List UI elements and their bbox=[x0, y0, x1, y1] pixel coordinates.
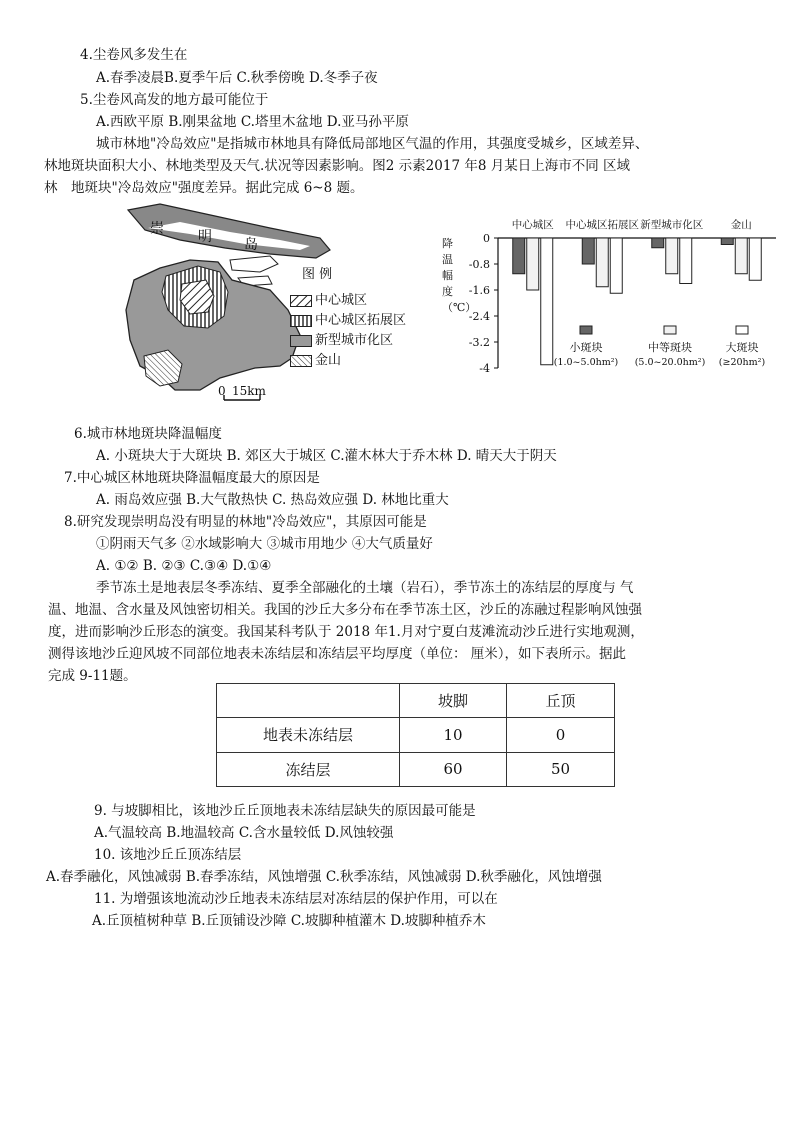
table-cell: 0 bbox=[507, 718, 615, 752]
chart-svg bbox=[440, 208, 780, 376]
table-cell: 50 bbox=[507, 752, 615, 786]
passage2-line3: 度，进而影响沙丘形态的演变。我国某科考队于 2018 年1.月对宁夏白芨滩流动沙丘进行实地观测， bbox=[48, 624, 644, 640]
category-label: 金山 bbox=[730, 219, 752, 231]
series-legend-name: 中等斑块 bbox=[648, 341, 692, 354]
q5-stem: 5.尘卷风高发的地方最可能位于 bbox=[80, 92, 269, 108]
table-header-cell: 坡脚 bbox=[400, 684, 507, 718]
legend-label-new-urban: 新型城市化区 bbox=[315, 333, 394, 348]
q8-choices: ①阴雨天气多 ②水域影响大 ③城市用地少 ④大气质量好 bbox=[96, 536, 433, 552]
y-tick-label: 0 bbox=[483, 232, 490, 245]
q6-options: A. 小斑块大于大斑块 B. 郊区大于城区 C.灌木林大于乔木林 D. 晴天大于阴天 bbox=[96, 448, 557, 464]
legend-label-expansion: 中心城区拓展区 bbox=[315, 313, 407, 328]
shanghai-map bbox=[120, 200, 422, 410]
bar bbox=[610, 238, 622, 293]
q4-options: A.春季凌晨B.夏季午后 C.秋季傍晚 D.冬季子夜 bbox=[96, 70, 378, 86]
passage2-line2: 温、地温、含水量及风蚀密切相关。我国的沙丘大多分布在季节冻土区，沙丘的冻融过程影响风蚀强 bbox=[48, 602, 642, 618]
series-legend-range: (1.0~5.0hm²) bbox=[553, 357, 619, 368]
cooling-bar-chart bbox=[440, 208, 780, 376]
passage2-line1: 季节冻土是地表层冬季冻结、夏季全部融化的土壤（岩石），季节冻土的冻结层的厚度与 气 bbox=[96, 580, 634, 596]
q9-options: A.气温较高 B.地温较高 C.含水量较低 D.风蚀较强 bbox=[94, 825, 394, 841]
frozen-layer-table bbox=[216, 683, 615, 787]
q7-options: A. 雨岛效应强 B.大气散热快 C. 热岛效应强 D. 林地比重大 bbox=[96, 492, 449, 508]
q8-options: A. ①② B. ②③ C.③④ D.①④ bbox=[96, 558, 272, 574]
passage2-line5: 完成 9-11题。 bbox=[48, 668, 137, 684]
table-cell: 60 bbox=[400, 752, 507, 786]
scale-zero: 0 bbox=[218, 384, 226, 398]
bar bbox=[666, 238, 678, 274]
table-header-cell: 丘顶 bbox=[507, 684, 615, 718]
q4-stem: 4.尘卷风多发生在 bbox=[80, 47, 188, 63]
bar bbox=[735, 238, 747, 274]
series-legend-name: 大斑块 bbox=[725, 341, 759, 354]
q5-options: A.西欧平原 B.刚果盆地 C.塔里木盆地 D.亚马孙平原 bbox=[96, 114, 409, 130]
passage1-line2: 林地斑块面积大小、林地类型及天气.状况等因素影响。图2 示素2017 年8 月某日上海市不同 区域 bbox=[44, 158, 630, 174]
table-cell: 10 bbox=[400, 718, 507, 752]
series-legend-swatch bbox=[580, 326, 592, 334]
y-tick-label: -3.2 bbox=[468, 336, 490, 349]
series-legend-swatch bbox=[664, 326, 676, 334]
y-tick-label: -0.8 bbox=[468, 258, 490, 271]
bar bbox=[513, 238, 525, 274]
bar bbox=[596, 238, 608, 287]
island-label-3: 岛 bbox=[244, 237, 258, 253]
series-legend-swatch bbox=[736, 326, 748, 334]
bar bbox=[527, 238, 539, 290]
island-label-1: 崇 bbox=[150, 221, 164, 237]
vertical-stripe-swatch-icon bbox=[290, 315, 312, 327]
legend-label-jinshan: 金山 bbox=[315, 353, 342, 368]
bar bbox=[582, 238, 594, 264]
gray-fill-swatch-icon bbox=[290, 335, 312, 347]
table-cell: 地表未冻结层 bbox=[217, 718, 400, 752]
category-label: 中心城区 bbox=[511, 219, 554, 231]
table-header-cell bbox=[217, 684, 400, 718]
bar bbox=[541, 238, 553, 365]
q10-stem: 10. 该地沙丘丘顶冻结层 bbox=[94, 847, 242, 863]
bar bbox=[721, 238, 733, 245]
legend-label-central: 中心城区 bbox=[315, 293, 368, 308]
map-drawing bbox=[120, 200, 422, 410]
table-cell: 冻结层 bbox=[217, 752, 400, 786]
y-tick-label: -4 bbox=[479, 362, 490, 375]
passage2-line4: 测得该地沙丘迎风坡不同部位地表未冻结层和冻结层平均厚度（单位： 厘米），如下表所示。据此 bbox=[48, 646, 627, 662]
legend-expansion bbox=[290, 314, 406, 328]
q8-stem: 8.研究发现崇明岛没有明显的林地"冷岛效应"，其原因可能是 bbox=[64, 514, 427, 530]
passage1-line3: 林 地斑块"冷岛效应"强度差异。据此完成 6~8 题。 bbox=[44, 180, 364, 196]
series-legend-name: 小斑块 bbox=[569, 341, 603, 354]
bar bbox=[749, 238, 761, 280]
q11-stem: 11. 为增强该地流动沙丘地表未冻结层对冻结层的保护作用，可以在 bbox=[94, 891, 498, 907]
y-tick-label: -1.6 bbox=[468, 284, 490, 297]
category-label: 中心城区拓展区 bbox=[565, 219, 639, 231]
series-legend-range: (5.0~20.0hm²) bbox=[634, 357, 706, 368]
island-label-2: 明 bbox=[198, 229, 212, 245]
bar bbox=[680, 238, 692, 284]
legend-new-urban bbox=[290, 334, 393, 348]
legend-central bbox=[290, 294, 367, 308]
q7-stem: 7.中心城区林地斑块降温幅度最大的原因是 bbox=[64, 470, 320, 486]
table-row bbox=[217, 718, 615, 752]
q10-options: A.春季融化，风蚀减弱 B.春季冻结，风蚀增强 C.秋季冻结，风蚀减弱 D.秋季融化，风蚀增强 bbox=[46, 869, 602, 885]
q6-stem: 6.城市林地斑块降温幅度 bbox=[74, 426, 222, 442]
table-row bbox=[217, 752, 615, 786]
passage1-line1: 城市林地"冷岛效应"是指城市林地具有降低局部地区气温的作用，其强度受城乡，区域差异、 bbox=[96, 136, 649, 152]
category-label: 新型城市化区 bbox=[640, 219, 704, 231]
diagonal-hatch-swatch-icon bbox=[290, 295, 312, 307]
y-axis-label: 降温幅度（℃） bbox=[442, 237, 477, 314]
table-header-row bbox=[217, 684, 615, 718]
series-legend-range: (≥20hm²) bbox=[718, 357, 766, 368]
legend-title: 图 例 bbox=[302, 267, 333, 282]
fine-diagonal-hatch-swatch-icon bbox=[290, 355, 312, 367]
legend-jinshan bbox=[290, 354, 341, 368]
scale-text: 15km bbox=[232, 384, 266, 398]
q9-stem: 9. 与坡脚相比，该地沙丘丘顶地表未冻结层缺失的原因最可能是 bbox=[94, 803, 476, 819]
y-tick-label: -2.4 bbox=[468, 310, 490, 323]
bar bbox=[652, 238, 664, 248]
q11-options: A.丘顶植树种草 B.丘顶铺设沙障 C.坡脚种植灌木 D.坡脚种植乔木 bbox=[92, 913, 486, 929]
